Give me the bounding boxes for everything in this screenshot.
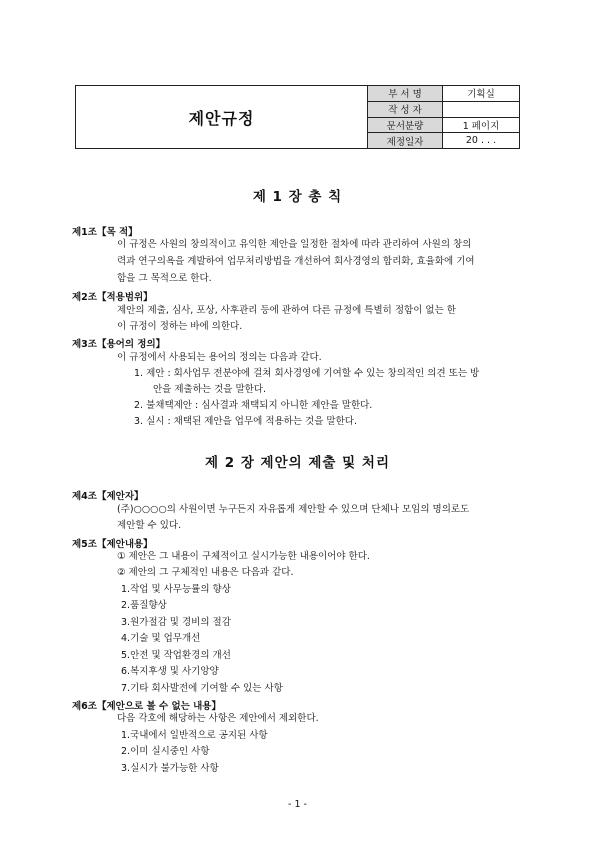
meta-key: 작 성 자: [368, 102, 443, 117]
article-text-line: ② 제안의 그 구체적인 내용은 다음과 같다.: [117, 567, 294, 578]
list-item: 2.품질향상: [121, 600, 167, 611]
chapter-heading: 제 2 장 제안의 제출 및 처리: [204, 455, 390, 471]
page-number: - 1 -: [288, 799, 307, 810]
article-text-line: 제안할 수 있다.: [117, 520, 182, 531]
list-item: 3.실시가 불가능한 사항: [121, 763, 219, 774]
article-text-line: ① 제안은 그 내용이 구체적이고 실시가능한 내용이어야 한다.: [117, 551, 370, 562]
list-item: 4.기술 및 업무개선: [121, 633, 201, 644]
definition-item: 3. 실시 : 채택된 제안을 업무에 적용하는 것을 말한다.: [134, 416, 357, 427]
document-title: 제안규정: [76, 86, 368, 148]
meta-key: 부 서 명: [368, 86, 443, 101]
chapter-heading: 제 1 장 총 칙: [252, 189, 343, 205]
list-item: 5.안전 및 작업환경의 개선: [121, 650, 231, 661]
article-text-line: 이 규정이 정하는 바에 의한다.: [117, 321, 243, 332]
list-item: 1.국내에서 일반적으로 공지된 사항: [121, 730, 268, 741]
article-title: 제2조【적용범위】: [72, 292, 153, 303]
meta-value: 1 페이지: [462, 120, 500, 132]
list-item: 7.기타 회사발전에 기여할 수 있는 사항: [121, 683, 283, 694]
article-text-line: 제안의 제출, 심사, 포상, 사후관리 등에 관하여 다른 규정에 특별히 정함이 없는 한: [117, 305, 456, 316]
article-text-line: 함을 그 목적으로 한다.: [117, 273, 212, 284]
article-title: 제4조【제안자】: [72, 491, 144, 502]
meta-row-department: [368, 86, 519, 102]
article-text-line: 력과 연구의욕을 계발하여 업무처리방법을 개선하여 회사경영의 합리화, 효율화에 기여: [117, 256, 475, 267]
definition-item: 1. 제안 : 회사업무 전분야에 걸쳐 회사경영에 기여할 수 있는 창의적인 의견 또는 방: [134, 368, 480, 379]
meta-value: [443, 102, 519, 117]
meta-row-author: [368, 102, 519, 118]
document-header-table: [75, 85, 520, 149]
list-item: 2.이미 실시중인 사항: [121, 746, 210, 757]
definition-item: 2. 불채택제안 : 심사결과 채택되지 아니한 제안을 말한다.: [134, 400, 373, 411]
article-text-line: 이 규정에서 사용되는 용어의 정의는 다음과 같다.: [117, 352, 322, 363]
article-text-line: 이 규정은 사원의 창의적이고 유익한 제안을 일정한 절차에 따라 관리하여 사원의 창의: [117, 239, 472, 250]
meta-value: 기획실: [467, 89, 495, 101]
list-item: 1.작업 및 사무능률의 향상: [121, 584, 231, 595]
meta-row-enactment-date: [368, 133, 519, 148]
meta-row-page-count: [368, 118, 519, 134]
article-title: 제3조【용어의 정의】: [72, 339, 166, 350]
meta-key: 문서분량: [368, 118, 443, 133]
article-title: 제6조【제안으로 볼 수 없는 내용】: [72, 701, 221, 712]
list-item: 6.복지후생 및 사기앙양: [121, 666, 219, 677]
definition-item-continued: 안을 제출하는 것을 말한다.: [153, 384, 267, 395]
article-text-line: 다음 각호에 해당하는 사항은 제안에서 제외한다.: [117, 713, 319, 724]
article-title: 제1조【목 적】: [72, 227, 138, 238]
meta-key: 제정일자: [368, 133, 443, 148]
meta-value: 20 . . .: [465, 135, 497, 147]
article-title: 제5조【제안내용】: [72, 539, 153, 550]
document-meta-grid: [368, 86, 519, 148]
article-text-line: (주)○○○○의 사원이면 누구든지 자유롭게 제안할 수 있으며 단체나 모임의 명의로도: [117, 504, 470, 515]
list-item: 3.원가절감 및 경비의 절감: [121, 617, 231, 628]
